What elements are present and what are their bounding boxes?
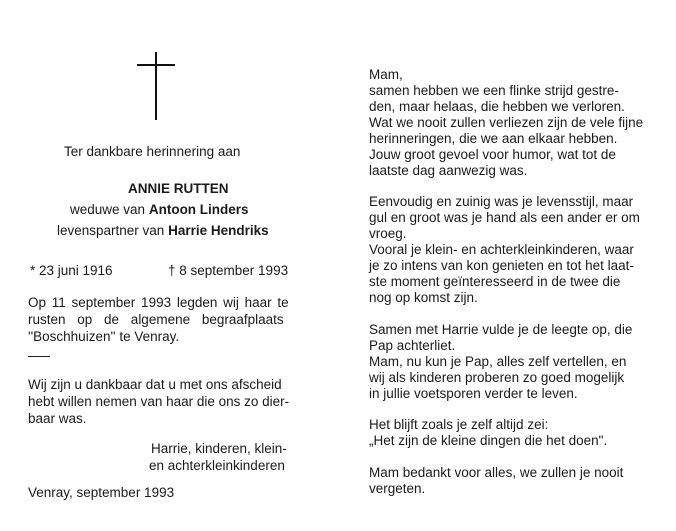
poem-line: Mam, nu kun je Pap, alles zelf vertellen, en [369,354,627,369]
poem-line: vergeten. [369,481,426,496]
place-date: Venray, september 1993 [28,485,175,500]
poem-line: Mam, [369,67,403,82]
signers [149,440,287,474]
poem-line: je zo intens van kon genieten en tot het laat- [369,258,634,273]
cross-vertical-bar [155,52,157,120]
poem-line: Jouw groot gevoel voor humor, wat tot de [369,147,616,162]
widow-prefix: weduwe van [70,202,146,217]
divider [28,356,50,357]
death-date: † 8 september 1993 [168,263,289,278]
poem-line: laatste dag aanwezig was. [369,163,528,178]
thanks-line: Wij zijn u dankbaar dat u met ons afscheid [28,377,282,392]
poem-line: nog op komst zijn. [369,290,478,305]
thanks-line: hebt willen nemen van haar die ons zo dier- [28,394,290,409]
poem-line: Eenvoudig en zuinig was je levensstijl, maar [369,194,634,209]
partner-prefix: levenspartner van [57,223,165,238]
burial-text [28,294,311,345]
poem-line: Samen met Harrie vulde je de leegte op, die [369,322,633,337]
birth-date: * 23 juni 1916 [30,263,113,278]
widow-line [70,201,249,218]
poem-line: samen hebben we een flinke strijd gestre- [369,83,619,98]
thanks-text [28,376,311,427]
deceased-name: ANNIE RUTTEN [128,181,229,196]
poem-line: Pap achterliet. [369,338,456,353]
poem-line: ste moment geïnteresseerd in de twee die [369,274,621,289]
burial-line: ''Boschhuizen'' te Venray. [28,329,180,344]
thanks-line: baar was. [28,411,87,426]
widow-of-name: Antoon Linders [148,202,249,217]
poem-line: Het blijft zoals je zelf altijd zei: [369,417,549,432]
cross-icon [137,52,175,120]
partner-of-name: Harrie Hendriks [168,223,269,238]
poem-line: herinneringen, die we aan elkaar hebben. [369,131,618,146]
signer-line: en achterkleinkinderen [149,458,285,473]
poem-line: Vooral je klein- en achterkleinkinderen, waar [369,242,634,257]
poem-line: in jullie voetsporen verder te leven. [369,386,578,401]
cross-horizontal-bar [137,64,175,66]
signer-line: Harrie, kinderen, klein- [151,441,287,456]
burial-line: Op 11 september 1993 legden wij haar te [28,295,289,310]
poem-line: „Het zijn de kleine dingen die het doen". [369,433,608,448]
poem-line: den, maar helaas, die hebben we verloren. [369,99,625,114]
partner-line [57,222,269,239]
poem-line: wij als kinderen proberen zo goed mogelijk [369,370,625,385]
dedication: Ter dankbare herinnering aan [64,144,241,159]
poem-line: vroeg. [369,226,407,241]
poem-line: gul en groot was je hand als een ander er om [369,210,640,225]
burial-line: rusten op de algemene begraafplaats [28,312,284,327]
poem-line: Mam bedankt voor alles, we zullen je nooit [369,465,624,480]
poem-line: Wat we nooit zullen verliezen zijn de vele fijne [369,115,644,130]
